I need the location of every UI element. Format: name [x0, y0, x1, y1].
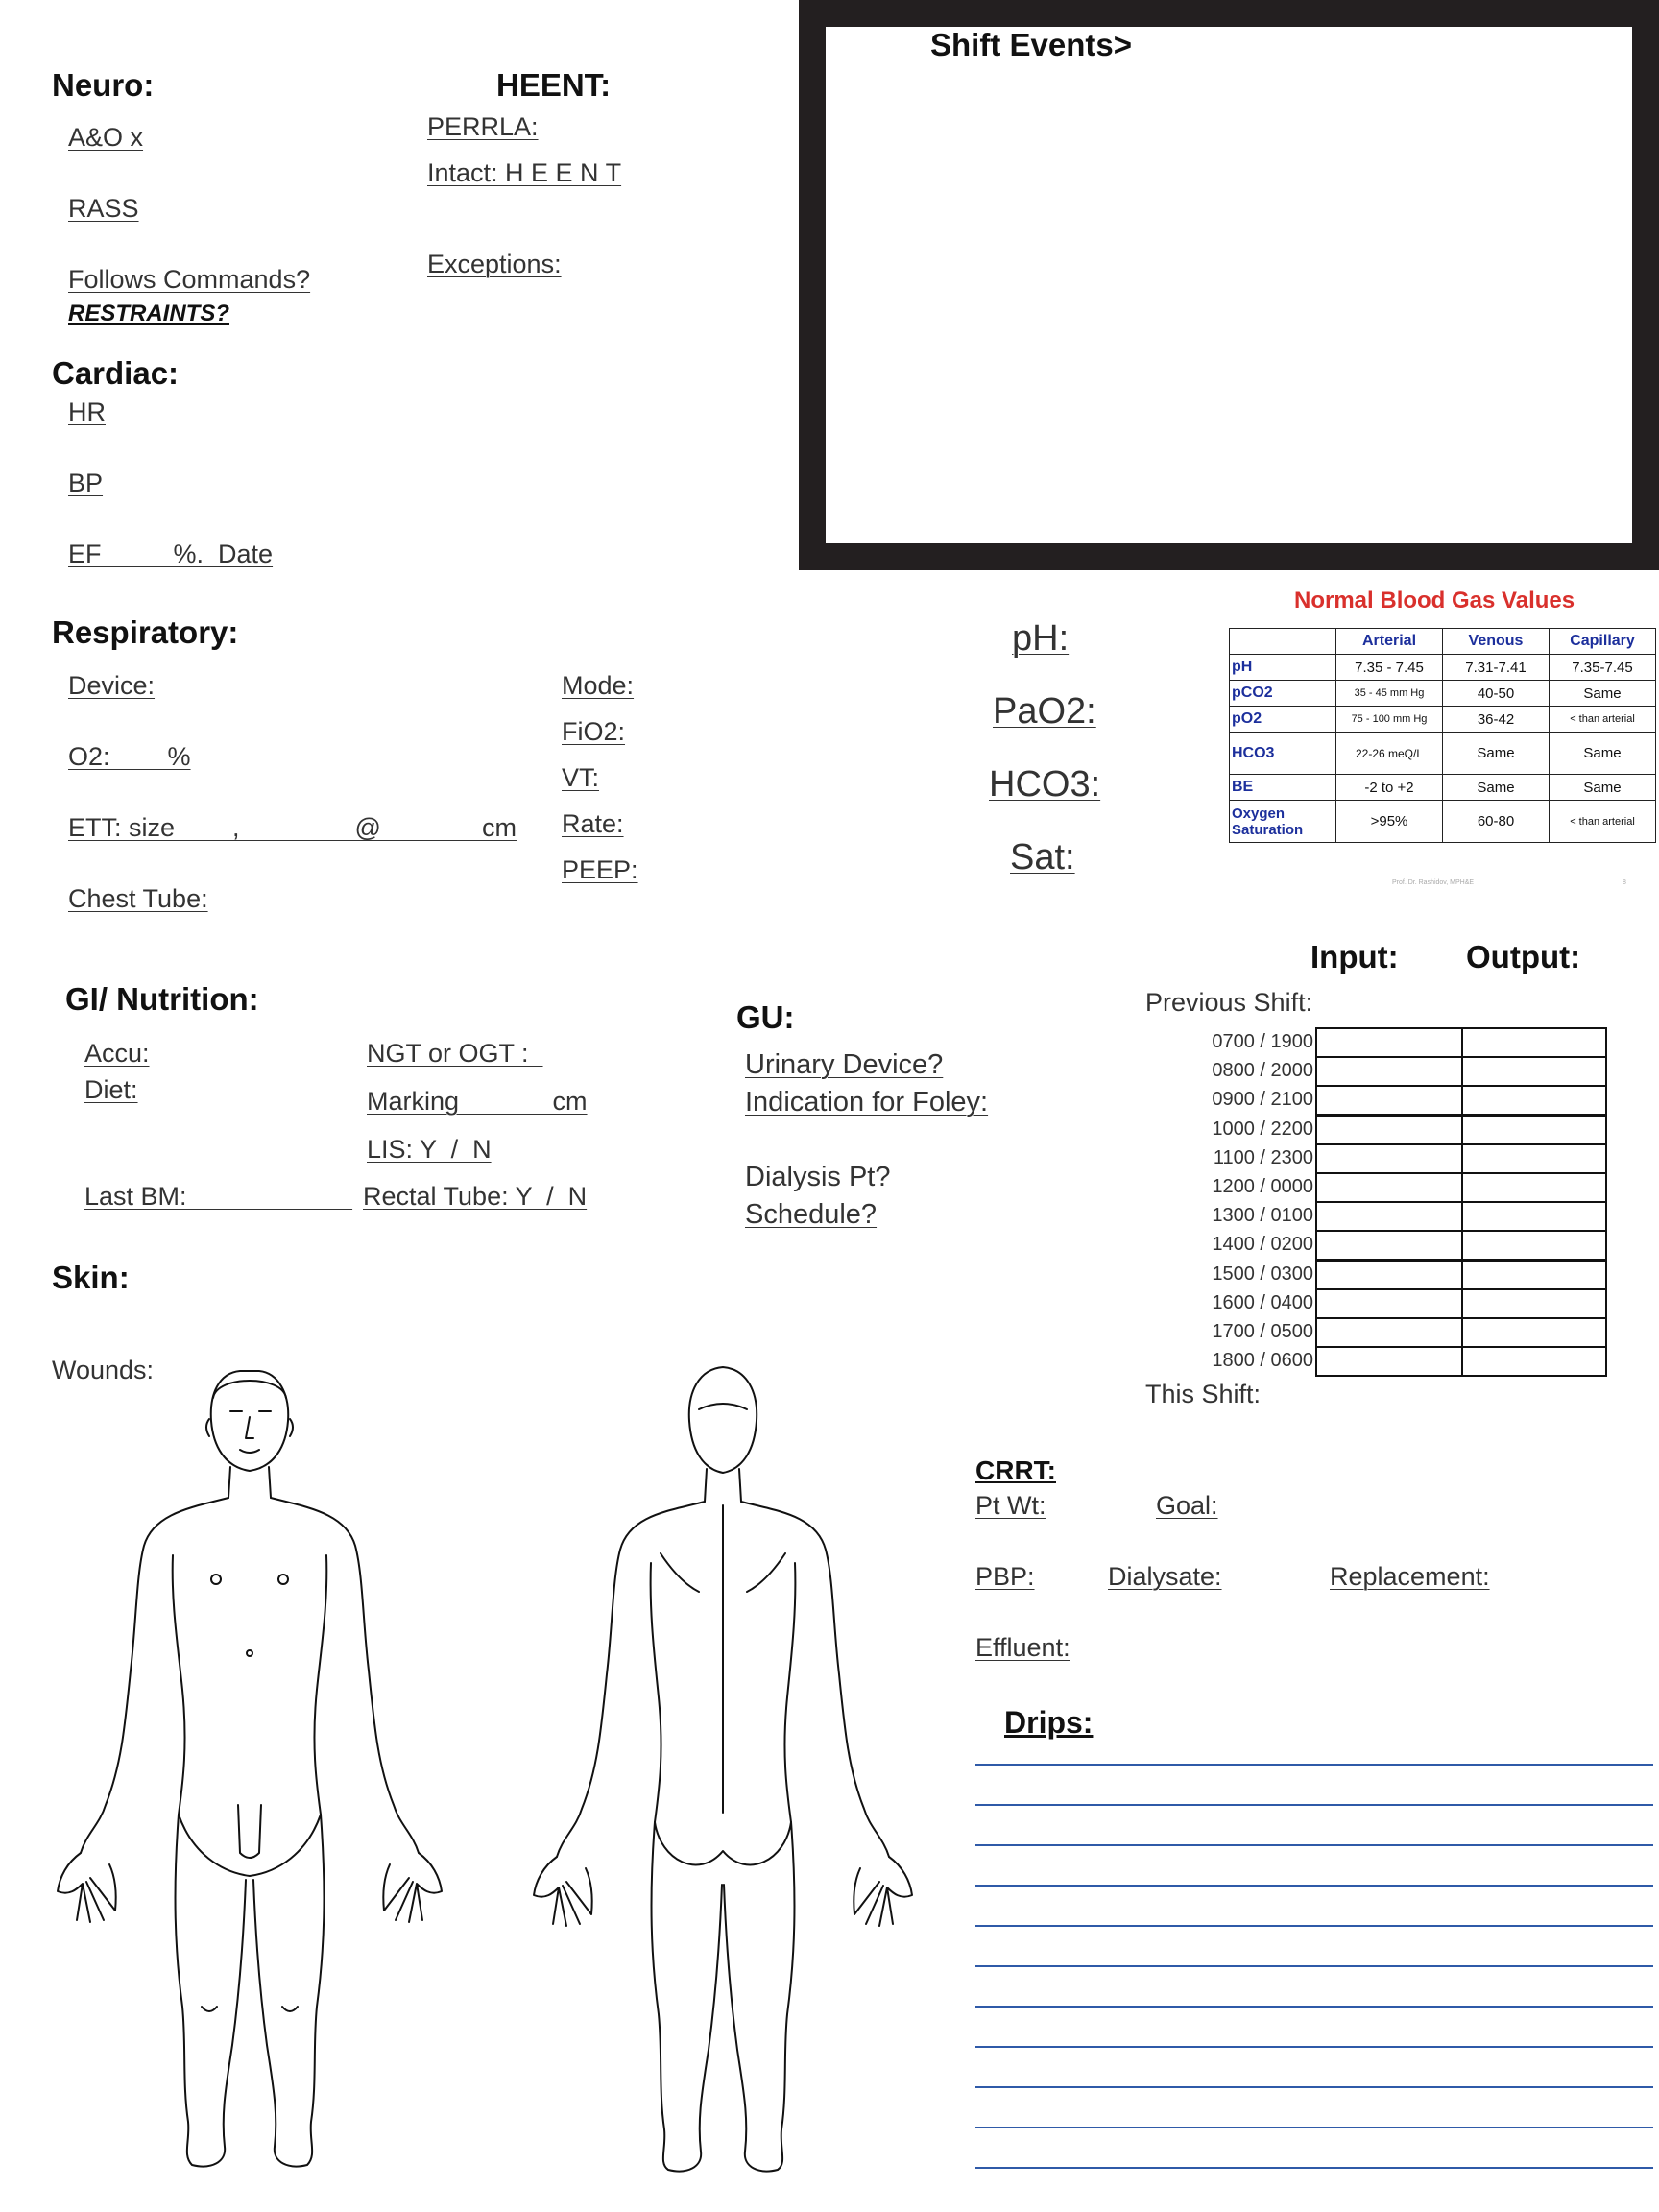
blood-gas-row-label: pH	[1230, 655, 1336, 681]
io-time-label: 0900 / 2100	[1212, 1089, 1313, 1110]
gu-foley-indication-field[interactable]: Indication for Foley:	[745, 1087, 989, 1118]
io-time-label: 1500 / 0300	[1212, 1263, 1313, 1285]
crrt-pt-wt-field[interactable]: Pt Wt:	[975, 1491, 1046, 1520]
heent-heading: HEENT:	[496, 67, 612, 103]
blood-gas-corner	[1230, 629, 1336, 655]
blood-gas-cell: 60-80	[1443, 801, 1550, 843]
blood-gas-cell: 22-26 meQ/L	[1336, 733, 1443, 775]
blood-gas-cell: 40-50	[1443, 681, 1550, 707]
io-time-label: 0800 / 2000	[1212, 1060, 1313, 1081]
drip-entry-line[interactable]	[975, 2046, 1653, 2048]
io-input-cell[interactable]	[1315, 1115, 1463, 1145]
blood-gas-table	[1229, 628, 1656, 843]
shift-events-box	[799, 0, 1659, 570]
heent-perrla-field[interactable]: PERRLA:	[427, 112, 539, 141]
blood-gas-header: Venous	[1443, 629, 1550, 655]
blood-gas-cell: 75 - 100 mm Hg	[1336, 707, 1443, 733]
blood-gas-row-label: Oxygen Saturation	[1230, 801, 1336, 843]
heent-exceptions-field[interactable]: Exceptions:	[427, 250, 562, 278]
io-input-cell[interactable]	[1315, 1201, 1463, 1232]
heent-intact-field[interactable]: Intact: H E E N T	[427, 158, 622, 187]
io-input-cell[interactable]	[1315, 1172, 1463, 1203]
drip-entry-line[interactable]	[975, 1965, 1653, 1967]
abg-pao2-field[interactable]: PaO2:	[993, 691, 1096, 732]
io-output-cell[interactable]	[1461, 1260, 1607, 1290]
io-time-label: 1200 / 0000	[1212, 1176, 1313, 1197]
abg-ph-field[interactable]: pH:	[1012, 618, 1070, 659]
io-time-label: 1000 / 2200	[1212, 1118, 1313, 1140]
drips-heading: Drips:	[1004, 1705, 1094, 1740]
body-back-diagram[interactable]	[507, 1361, 939, 2177]
back-right-arm	[741, 1502, 889, 1857]
neuro-follows-commands-field[interactable]: Follows Commands?	[68, 265, 311, 294]
crrt-dialysate-field[interactable]: Dialysate:	[1108, 1562, 1222, 1591]
io-this-shift-label: This Shift:	[1145, 1380, 1262, 1408]
gu-schedule-field[interactable]: Schedule?	[745, 1199, 878, 1230]
blood-gas-row	[1230, 655, 1656, 681]
drip-entry-line[interactable]	[975, 2086, 1653, 2088]
back-head	[689, 1367, 757, 1473]
drip-entry-line[interactable]	[975, 2006, 1653, 2008]
blood-gas-cell: -2 to +2	[1336, 775, 1443, 801]
gu-dialysis-field[interactable]: Dialysis Pt?	[745, 1162, 891, 1192]
shift-events-title: Shift Events>	[930, 27, 1132, 62]
cardiac-ef-field[interactable]: EF %. Date	[68, 540, 274, 568]
gi-heading: GI/ Nutrition:	[65, 981, 259, 1017]
io-input-cell[interactable]	[1315, 1317, 1463, 1348]
drip-entry-line[interactable]	[975, 1925, 1653, 1927]
blood-gas-row	[1230, 801, 1656, 843]
io-input-cell[interactable]	[1315, 1260, 1463, 1290]
io-input-cell[interactable]	[1315, 1056, 1463, 1087]
io-output-cell[interactable]	[1461, 1317, 1607, 1348]
blood-gas-cell: 7.35 - 7.45	[1336, 655, 1443, 681]
neuro-restraints-field[interactable]: RESTRAINTS?	[68, 301, 229, 326]
crrt-effluent-field[interactable]: Effluent:	[975, 1633, 1070, 1662]
shift-events-area[interactable]	[826, 27, 1632, 543]
blood-gas-cell: Same	[1550, 733, 1656, 775]
gi-accu-field[interactable]: Accu:	[84, 1039, 150, 1068]
back-left-arm	[557, 1502, 705, 1857]
neuro-heading: Neuro:	[52, 67, 155, 103]
blood-gas-header: Arterial	[1336, 629, 1443, 655]
io-input-cell[interactable]	[1315, 1346, 1463, 1377]
body-front-diagram[interactable]	[48, 1354, 480, 2179]
drip-entry-line[interactable]	[975, 1804, 1653, 1806]
skin-heading: Skin:	[52, 1260, 130, 1295]
neuro-ao-field[interactable]: A&O x	[68, 123, 144, 152]
crrt-goal-field[interactable]: Goal:	[1156, 1491, 1218, 1520]
blood-gas-cell: 7.31-7.41	[1443, 655, 1550, 681]
blood-gas-row-label: pO2	[1230, 707, 1336, 733]
io-output-cell[interactable]	[1461, 1172, 1607, 1203]
blood-gas-title: Normal Blood Gas Values	[1294, 588, 1575, 613]
io-previous-shift-label: Previous Shift:	[1145, 988, 1313, 1017]
crrt-replacement-field[interactable]: Replacement:	[1330, 1562, 1490, 1591]
gi-marking-field[interactable]: Marking cm	[367, 1087, 588, 1116]
io-input-cell[interactable]	[1315, 1288, 1463, 1319]
blood-gas-cell: Same	[1443, 775, 1550, 801]
io-input-cell[interactable]	[1315, 1143, 1463, 1174]
resp-device-field[interactable]: Device:	[68, 671, 156, 700]
cardiac-bp-field[interactable]: BP	[68, 469, 104, 497]
gi-ngt-field[interactable]: NGT or OGT :	[367, 1039, 543, 1068]
blood-gas-row	[1230, 733, 1656, 775]
abg-sat-field[interactable]: Sat:	[1010, 837, 1075, 878]
blood-gas-page-number: 8	[1623, 879, 1626, 886]
blood-gas-footer: Prof. Dr. Rashidov, MPH&E	[1392, 879, 1475, 886]
io-time-label: 1100 / 2300	[1213, 1147, 1313, 1168]
blood-gas-header: Capillary	[1550, 629, 1656, 655]
blood-gas-header-row	[1230, 629, 1656, 655]
io-time-label: 1300 / 0100	[1212, 1205, 1313, 1226]
blood-gas-cell: Same	[1550, 681, 1656, 707]
io-output-cell[interactable]	[1461, 1115, 1607, 1145]
front-right-arm	[271, 1498, 419, 1853]
blood-gas-row-label: HCO3	[1230, 733, 1336, 775]
cardiac-hr-field[interactable]: HR	[68, 397, 106, 426]
blood-gas-cell: >95%	[1336, 801, 1443, 843]
resp-o2-field[interactable]: O2: %	[68, 742, 191, 771]
blood-gas-cell: 35 - 45 mm Hg	[1336, 681, 1443, 707]
resp-peep-field[interactable]: PEEP:	[562, 855, 638, 884]
neuro-rass-field[interactable]: RASS	[68, 194, 139, 223]
blood-gas-row	[1230, 775, 1656, 801]
gi-rectal-tube-field[interactable]: Rectal Tube: Y / N	[363, 1182, 588, 1211]
crrt-heading: CRRT:	[975, 1455, 1056, 1485]
io-time-label: 1700 / 0500	[1212, 1321, 1313, 1342]
blood-gas-cell: 7.35-7.45	[1550, 655, 1656, 681]
blood-gas-row-label: pCO2	[1230, 681, 1336, 707]
resp-mode-field[interactable]: Mode:	[562, 671, 635, 700]
gi-last-bm-field[interactable]: Last BM:	[84, 1182, 353, 1211]
io-input-heading: Input:	[1310, 939, 1399, 974]
blood-gas-cell: 36-42	[1443, 707, 1550, 733]
resp-chest-tube-field[interactable]: Chest Tube:	[68, 884, 208, 913]
io-output-cell[interactable]	[1461, 1346, 1607, 1377]
blood-gas-row	[1230, 681, 1656, 707]
io-output-cell[interactable]	[1461, 1027, 1607, 1058]
cardiac-heading: Cardiac:	[52, 355, 180, 391]
drip-entry-line[interactable]	[975, 1844, 1653, 1846]
resp-rate-field[interactable]: Rate:	[562, 809, 624, 838]
gu-urinary-device-field[interactable]: Urinary Device?	[745, 1049, 944, 1080]
io-output-cell[interactable]	[1461, 1201, 1607, 1232]
blood-gas-cell: < than arterial	[1550, 707, 1656, 733]
io-output-heading: Output:	[1466, 939, 1581, 974]
blood-gas-cell: < than arterial	[1550, 801, 1656, 843]
blood-gas-cell: Same	[1550, 775, 1656, 801]
io-output-cell[interactable]	[1461, 1230, 1607, 1261]
skin-wounds-field[interactable]: Wounds:	[52, 1356, 155, 1384]
blood-gas-row-label: BE	[1230, 775, 1336, 801]
io-input-cell[interactable]	[1315, 1230, 1463, 1261]
io-output-cell[interactable]	[1461, 1056, 1607, 1087]
io-output-cell[interactable]	[1461, 1143, 1607, 1174]
gu-heading: GU:	[736, 999, 795, 1035]
io-time-label: 1800 / 0600	[1212, 1350, 1313, 1371]
drip-entry-line[interactable]	[975, 1764, 1653, 1766]
io-input-cell[interactable]	[1315, 1085, 1463, 1116]
crrt-pbp-field[interactable]: PBP:	[975, 1562, 1035, 1591]
io-time-label: 0700 / 1900	[1212, 1031, 1313, 1052]
drip-entry-line[interactable]	[975, 1885, 1653, 1887]
io-time-label: 1600 / 0400	[1212, 1292, 1313, 1313]
gi-diet-field[interactable]: Diet:	[84, 1075, 138, 1104]
respiratory-heading: Respiratory:	[52, 614, 239, 650]
io-output-cell[interactable]	[1461, 1085, 1607, 1116]
abg-hco3-field[interactable]: HCO3:	[989, 764, 1101, 805]
gi-lis-field[interactable]: LIS: Y / N	[367, 1135, 492, 1164]
front-left-arm	[81, 1498, 228, 1853]
io-input-cell[interactable]	[1315, 1027, 1463, 1058]
io-output-cell[interactable]	[1461, 1288, 1607, 1319]
resp-vt-field[interactable]: VT:	[562, 763, 600, 792]
drip-entry-line[interactable]	[975, 2127, 1653, 2128]
io-time-label: 1400 / 0200	[1212, 1234, 1313, 1255]
blood-gas-row	[1230, 707, 1656, 733]
resp-ett-field[interactable]: ETT: size , @ cm	[68, 813, 517, 842]
drip-entry-line[interactable]	[975, 2167, 1653, 2169]
resp-fio2-field[interactable]: FiO2:	[562, 717, 626, 746]
blood-gas-cell: Same	[1443, 733, 1550, 775]
